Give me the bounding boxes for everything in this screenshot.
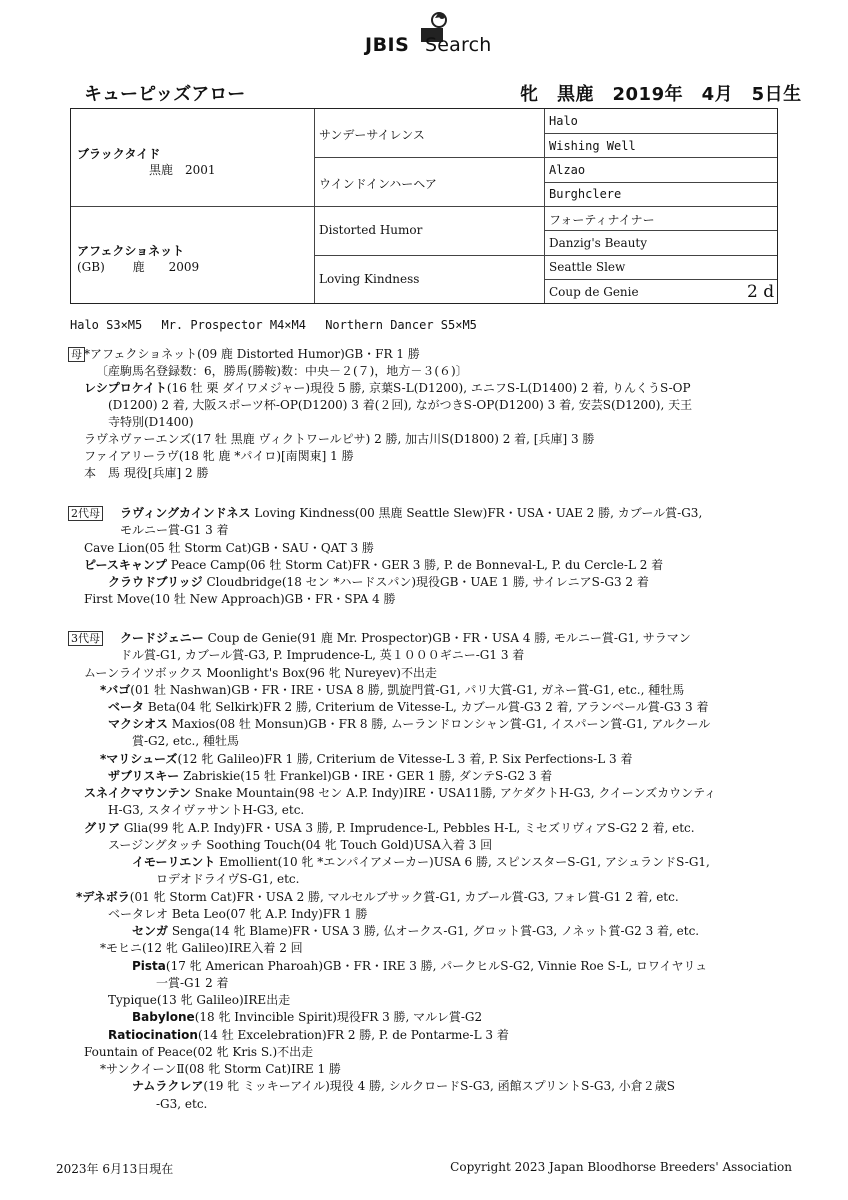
family-line: First Move(10 牡 New Approach)GB・FR・SPA 4 勝 bbox=[84, 592, 396, 606]
family-line: センガ Senga(14 牝 Blame)FR・USA 3 勝, 仏オークス-G1, グロット賞-G3, ノネット賞-G2 3 着, etc. bbox=[132, 924, 700, 938]
family-line: ベータレオ Beta Leo(07 牝 A.P. Indy)FR 1 勝 bbox=[108, 907, 368, 921]
family-line: ナムラクレア(19 牝 ミッキーアイル)現役 4 勝, シルクロードS-G3, 函館スプリントS-G3, 小倉２歳S bbox=[132, 1079, 675, 1093]
foal-line: 本 馬 現役[兵庫] 2 勝 bbox=[84, 466, 209, 480]
inbreeding-summary: Halo S3×M5 Mr. Prospector M4×M4 Northern Dancer S5×M5 bbox=[70, 318, 477, 332]
family-line: ピースキャンプ Peace Camp(06 牡 Storm Cat)FR・GER 3 勝, P. de Bonneval-L, P. du Cercle-L 2 着 bbox=[84, 558, 664, 572]
g3-1: Halo bbox=[549, 114, 578, 128]
g3-2: Wishing Well bbox=[549, 139, 636, 153]
family-line: *デネボラ(01 牝 Storm Cat)FR・USA 2 勝, マルセルブサック賞-G1, カブール賞-G3, フォレ賞-G1 2 着, etc. bbox=[76, 890, 679, 904]
horse-name: キューピッズアロー bbox=[84, 84, 246, 105]
sire-detail: 黒鹿 2001 bbox=[149, 163, 216, 177]
third-dam-line: クードジェニー Coup de Genie(91 鹿 Mr. Prospector)GB・FR・USA 4 勝, モルニー賞-G1, サラマン bbox=[120, 631, 691, 645]
label-dam: 母 bbox=[68, 347, 85, 362]
horse-info: 牝 黒鹿 2019年 4月 5日生 bbox=[520, 84, 802, 105]
produce-summary: 〔産駒馬名登録数：6，勝馬(勝鞍)数：中央－２(７)，地方－３(６)〕 bbox=[96, 364, 468, 378]
family-line: スージングタッチ Soothing Touch(04 牝 Touch Gold)USA入着 3 回 bbox=[108, 838, 493, 852]
second-dam-line-cont: モルニー賞-G1 3 着 bbox=[120, 523, 229, 537]
family-line-cont: 一賞-G1 2 着 bbox=[156, 976, 229, 990]
family-line: マクシオス Maxios(08 牡 Monsun)GB・FR 8 勝, ムーランドロンシャン賞-G1, イスパーン賞-G1, アルクール bbox=[108, 717, 711, 731]
foal-line: ラヴネヴァーエンズ(17 牡 黒鹿 ヴィクトワールピサ) 2 勝, 加古川S(D1800) 2 着, [兵庫] 3 勝 bbox=[84, 432, 595, 446]
dam-name: アフェクショネット bbox=[77, 244, 185, 258]
g3-4: Burghclere bbox=[549, 187, 622, 201]
sire-dam: ウインドインハーヘア bbox=[319, 177, 437, 191]
g3-8: Coup de Genie bbox=[549, 285, 639, 299]
label-2nd-dam: 2代母 bbox=[68, 506, 103, 521]
family-line: クラウドブリッジ Cloudbridge(18 セン *ハードスパン)現役GB・UAE 1 勝, サイレニアS-G3 2 着 bbox=[108, 575, 649, 589]
sire-sire: サンデーサイレンス bbox=[319, 128, 425, 142]
g3-6: Danzig's Beauty bbox=[549, 236, 648, 250]
dam-dam: Loving Kindness bbox=[319, 272, 420, 286]
family-number: 2 d bbox=[747, 282, 775, 302]
family-line: ザブリスキー Zabriskie(15 牡 Frankel)GB・IRE・GER 1 勝, ダンテS-G2 3 着 bbox=[108, 769, 553, 783]
dam-detail: (GB) 鹿 2009 bbox=[77, 260, 200, 274]
dam-sire: Distorted Humor bbox=[319, 223, 423, 237]
dam-line: *アフェクショネット(09 鹿 Distorted Humor)GB・FR 1 勝 bbox=[84, 347, 420, 361]
family-line: スネイクマウンテン Snake Mountain(98 セン A.P. Indy)IRE・USA11勝, アケダクトH-G3, クイーンズカウンティ bbox=[84, 786, 717, 800]
family-line: ベータ Beta(04 牝 Selkirk)FR 2 勝, Criterium de Vitesse-L, カブール賞-G3 2 着, アランベール賞-G3 3 着 bbox=[108, 700, 709, 714]
family-line: ムーンライツボックス Moonlight's Box(96 牝 Nureyev)不出走 bbox=[84, 666, 437, 680]
foal-line-cont: 寺特別(D1400) bbox=[108, 415, 194, 429]
family-line-cont: ロデオドライヴS-G1, etc. bbox=[156, 872, 300, 886]
pedigree-table bbox=[70, 108, 778, 304]
g3-3: Alzao bbox=[549, 163, 586, 177]
family-line: Fountain of Peace(02 牝 Kris S.)不出走 bbox=[84, 1045, 314, 1059]
g3-7: Seattle Slew bbox=[549, 260, 626, 274]
family-line: Ratiocination(14 牡 Excelebration)FR 2 勝, P. de Pontarme-L 3 着 bbox=[108, 1028, 509, 1042]
logo-jbis-text: JBIS bbox=[365, 34, 410, 56]
logo-search-text: Search bbox=[425, 34, 492, 56]
footer-copyright: Copyright 2023 Japan Bloodhorse Breeders' Association bbox=[450, 1160, 792, 1174]
footer-date: 2023年 6月13日現在 bbox=[56, 1162, 174, 1176]
family-line: *サンクイーンⅡ(08 牝 Storm Cat)IRE 1 勝 bbox=[100, 1062, 341, 1076]
family-line: Pista(17 牝 American Pharoah)GB・FR・IRE 3 勝, パークヒルS-G2, Vinnie Roe S-L, ロワイヤリュ bbox=[132, 959, 708, 973]
jbis-search-logo bbox=[365, 8, 500, 58]
second-dam-line: ラヴィングカインドネス Loving Kindness(00 黒鹿 Seattle Slew)FR・USA・UAE 2 勝, カブール賞-G3, bbox=[120, 506, 703, 520]
family-line-cont: -G3, etc. bbox=[156, 1097, 208, 1111]
family-line: *モヒニ(12 牝 Galileo)IRE入着 2 回 bbox=[100, 941, 303, 955]
g3-5: フォーティナイナー bbox=[549, 213, 655, 227]
family-line: *バゴ(01 牡 Nashwan)GB・FR・IRE・USA 8 勝, 凱旋門賞-G1, パリ大賞-G1, ガネー賞-G1, etc., 種牡馬 bbox=[100, 683, 685, 697]
sire-name: ブラックタイド bbox=[77, 147, 161, 161]
foal-line-cont: (D1200) 2 着, 大阪スポーツ杯-OP(D1200) 3 着(２回), ながつきS-OP(D1200) 3 着, 安芸S(D1200), 天王 bbox=[108, 398, 693, 412]
family-line-cont: 賞-G2, etc., 種牡馬 bbox=[132, 734, 239, 748]
family-line: イモーリエント Emollient(10 牝 *エンパイアメーカー)USA 6 勝, スピンスターS-G1, アシュランドS-G1, bbox=[132, 855, 710, 869]
family-line: Babylone(18 牝 Invincible Spirit)現役FR 3 勝, マルレ賞-G2 bbox=[132, 1010, 483, 1024]
family-line: Cave Lion(05 牡 Storm Cat)GB・SAU・QAT 3 勝 bbox=[84, 541, 374, 555]
third-dam-line-cont: ドル賞-G1, カブール賞-G3, P. Imprudence-L, 英１０００ギニー-G1 3 着 bbox=[120, 648, 525, 662]
foal-line: ファイアリーラヴ(18 牝 鹿 *パイロ)[南関東] 1 勝 bbox=[84, 449, 354, 463]
family-line: Typique(13 牝 Galileo)IRE出走 bbox=[108, 993, 291, 1007]
foal-line: レシプロケイト(16 牡 栗 ダイワメジャー)現役 5 勝, 京葉S-L(D1200), エニフS-L(D1400) 2 着, りんくうS-OP bbox=[84, 381, 691, 395]
family-line: *マリシューズ(12 牝 Galileo)FR 1 勝, Criterium de Vitesse-L 3 着, P. Six Perfections-L 3 着 bbox=[100, 752, 633, 766]
family-line: グリア Glia(99 牝 A.P. Indy)FR・USA 3 勝, P. Imprudence-L, Pebbles H-L, ミセズリヴィアS-G2 2 着, etc. bbox=[84, 821, 695, 835]
family-line-cont: H-G3, スタイヴァサントH-G3, etc. bbox=[108, 803, 305, 817]
label-3rd-dam: 3代母 bbox=[68, 631, 103, 646]
